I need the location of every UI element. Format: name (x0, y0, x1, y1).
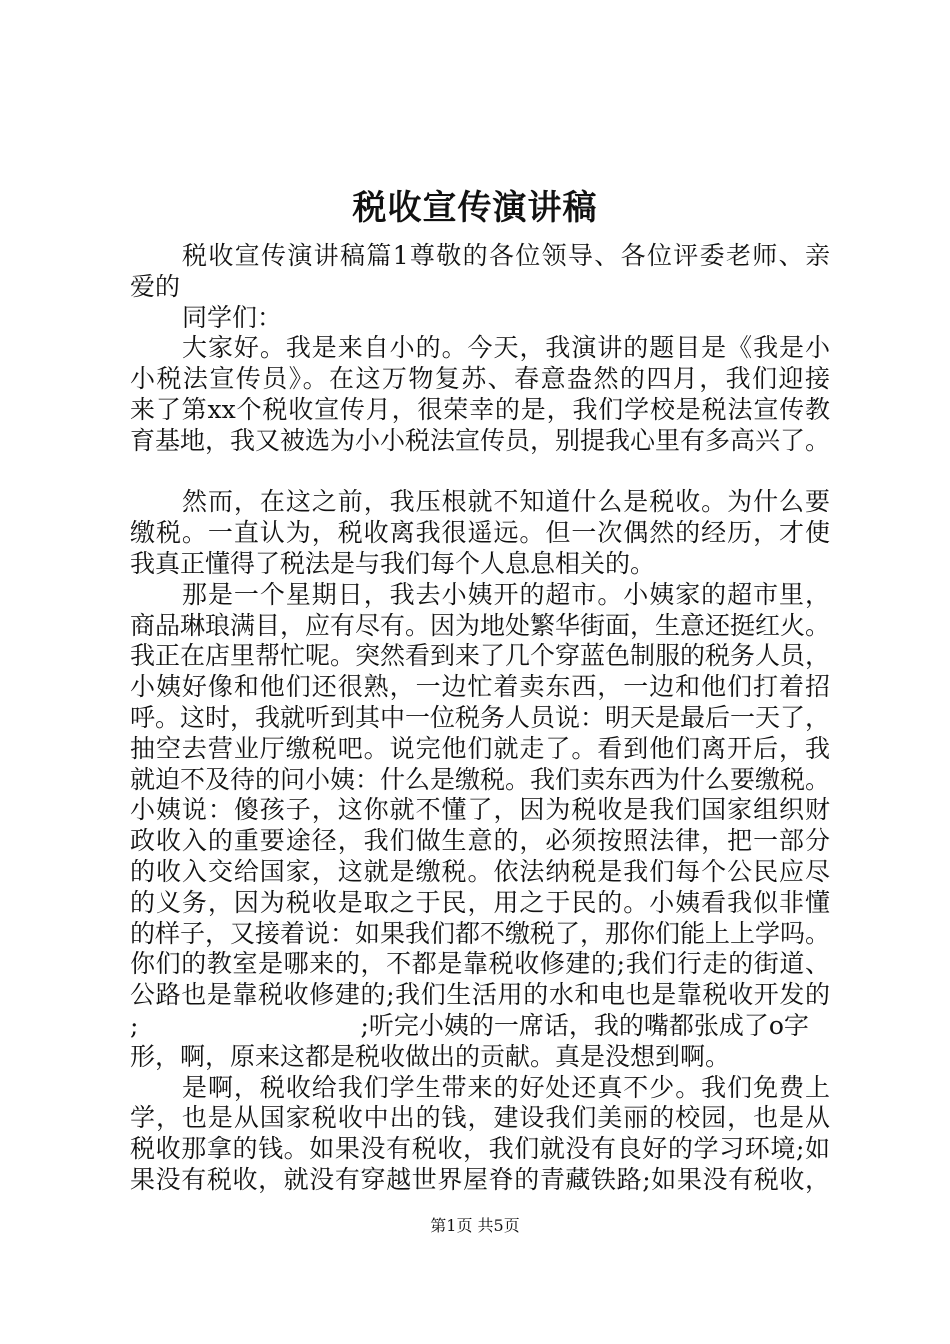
body-line: 小税法宣传员》。在这万物复苏、春意盎然的四月，我们迎接 (130, 364, 830, 394)
body-line: 税收那拿的钱。如果没有税收，我们就没有良好的学习环境;如 (130, 1134, 830, 1164)
body-line (130, 1011, 830, 1042)
page-number-footer: 第1页 共5页 (430, 1216, 520, 1235)
body-line: 的义务，因为税收是取之于民，用之于民的。小姨看我似非懂 (130, 887, 830, 917)
body-line: 爱的 (130, 271, 181, 301)
body-line: 我正在店里帮忙呢。突然看到来了几个穿蓝色制服的税务人员， (130, 641, 831, 671)
document-body (130, 241, 830, 1196)
body-line: 公路也是靠税收修建的;我们生活用的水和电也是靠税收开发的 (130, 980, 830, 1010)
body-line: 呼。这时，我就听到其中一位税务人员说：明天是最后一天了， (130, 702, 831, 732)
body-line: 育基地，我又被选为小小税法宣传员，别提我心里有多高兴了。 (130, 425, 831, 455)
body-line: 那是一个星期日，我去小姨开的超市。小姨家的超市里， (182, 579, 830, 609)
body-line: 缴税。一直认为，税收离我很遥远。但一次偶然的经历，才使 (130, 518, 830, 548)
body-line: 小姨说：傻孩子，这你就不懂了，因为税收是我们国家组织财 (130, 795, 830, 825)
body-line: 果没有税收，就没有穿越世界屋脊的青藏铁路;如果没有税收， (130, 1164, 830, 1194)
body-line: 抽空去营业厅缴税吧。说完他们就走了。看到他们离开后，我 (130, 733, 830, 763)
body-line: 小姨好像和他们还很熟，一边忙着卖东西，一边和他们打着招 (130, 672, 830, 702)
body-line: 大家好。我是来自小的。今天，我演讲的题目是《我是小 (182, 333, 830, 363)
body-line: 然而，在这之前，我压根就不知道什么是税收。为什么要 (182, 487, 830, 517)
body-line: 我真正懂得了税法是与我们每个人息息相关的。 (130, 548, 656, 578)
body-line: 的样子，又接着说：如果我们都不缴税了，那你们能上上学吗。 (130, 918, 831, 948)
body-line: 形，啊，原来这都是税收做出的贡献。真是没想到啊。 (130, 1041, 731, 1071)
document-title: 税收宣传演讲稿 (352, 188, 598, 228)
body-line: 政收入的重要途径，我们做生意的，必须按照法律，把一部分 (130, 826, 830, 856)
body-line: 同学们： (182, 302, 283, 332)
body-line: 的收入交给国家，这就是缴税。依法纳税是我们每个公民应尽 (130, 856, 830, 886)
body-line: 就迫不及待的问小姨：什么是缴税。我们卖东西为什么要缴税。 (130, 764, 831, 794)
body-line-fragment: ;听完小姨的一席话，我的嘴都张成了o字 (360, 1010, 809, 1040)
body-line: 学，也是从国家税收中出的钱，建设我们美丽的校园，也是从 (130, 1103, 830, 1133)
semicolon-fragment: ; (130, 1010, 139, 1040)
paragraph-gap (130, 457, 830, 488)
body-line: 来了第xx个税收宣传月，很荣幸的是，我们学校是税法宣传教 (130, 394, 830, 424)
body-line: 税收宣传演讲稿篇1尊敬的各位领导、各位评委老师、亲 (182, 241, 830, 270)
body-line: 是啊，税收给我们学生带来的好处还真不少。我们免费上 (182, 1072, 830, 1102)
body-line: 商品琳琅满目，应有尽有。因为地处繁华街面，生意还挺红火。 (130, 610, 831, 640)
body-line: 你们的教室是哪来的，不都是靠税收修建的;我们行走的街道、 (130, 949, 830, 979)
